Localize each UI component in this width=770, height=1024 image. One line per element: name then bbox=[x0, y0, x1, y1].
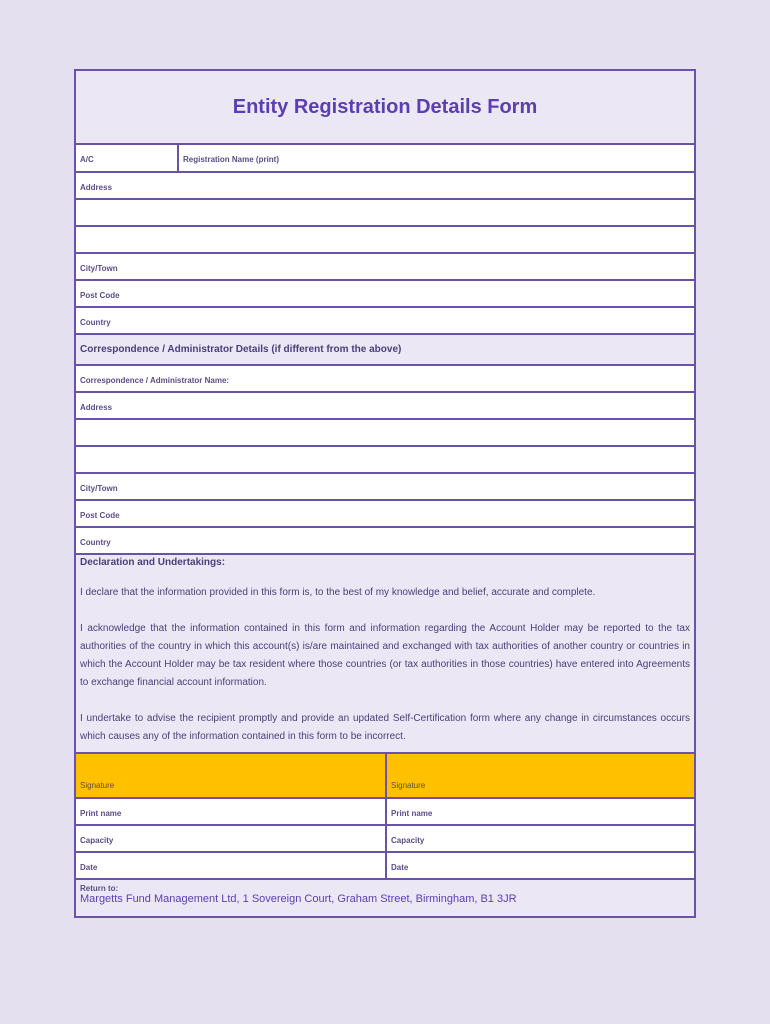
postcode-field[interactable] bbox=[76, 279, 694, 306]
print-name-field-right[interactable] bbox=[387, 799, 694, 824]
correspondence-postcode-label: Post Code bbox=[80, 511, 120, 520]
registration-name-label: Registration Name (print) bbox=[183, 155, 280, 164]
declaration-paragraph: I declare that the information provided in this form is, to the best of my knowledge and belief, accurate and complete. bbox=[80, 587, 596, 598]
print-name-label-right: Print name bbox=[391, 809, 433, 818]
correspondence-name-field[interactable] bbox=[76, 364, 694, 391]
city-field[interactable] bbox=[76, 252, 694, 279]
print-name-label-left: Print name bbox=[80, 809, 122, 818]
date-field-right[interactable] bbox=[387, 853, 694, 878]
correspondence-address-label: Address bbox=[80, 403, 113, 412]
correspondence-heading: Correspondence / Administrator Details (if different from the above) bbox=[76, 333, 694, 364]
address-field[interactable] bbox=[76, 171, 694, 198]
capacity-label-right: Capacity bbox=[391, 836, 425, 845]
country-field[interactable] bbox=[76, 306, 694, 333]
registration-name-field[interactable] bbox=[179, 145, 694, 171]
city-label: City/Town bbox=[80, 264, 118, 273]
postcode-label: Post Code bbox=[80, 291, 120, 300]
signature-field-right[interactable] bbox=[387, 754, 694, 797]
return-label: Return to: bbox=[80, 884, 119, 893]
address-label: Address bbox=[80, 183, 113, 192]
capacity-row bbox=[76, 824, 694, 851]
correspondence-postcode-field[interactable] bbox=[76, 499, 694, 526]
address-line-3-field[interactable] bbox=[76, 225, 694, 252]
print-name-field-left[interactable] bbox=[76, 799, 387, 824]
return-address-section bbox=[76, 878, 694, 916]
date-label-left: Date bbox=[80, 863, 98, 872]
correspondence-name-label: Correspondence / Administrator Name: bbox=[80, 376, 230, 385]
acknowledgement-paragraph: I acknowledge that the information contained in this form and information regarding the Account Holder may be reported to the tax authorities of the country in which this account(s) is/are maintained and exchanged with tax authorities of another country or countries in which the Account Holder may be tax resident where those countries (or tax authorities in those countries) have entered into Agreements to exchange financial account information. bbox=[80, 623, 690, 688]
signature-row bbox=[76, 752, 694, 797]
country-label: Country bbox=[80, 318, 111, 327]
registration-form bbox=[74, 69, 696, 918]
undertaking-paragraph: I undertake to advise the recipient promptly and provide an updated Self-Certification form where any change in circumstances occurs which causes any of the information contained in this form to be incorrect. bbox=[80, 713, 690, 742]
correspondence-city-field[interactable] bbox=[76, 472, 694, 499]
signature-label-right: Signature bbox=[391, 781, 426, 790]
date-label-right: Date bbox=[391, 863, 409, 872]
correspondence-country-label: Country bbox=[80, 538, 111, 547]
address-line-2-field[interactable] bbox=[76, 198, 694, 225]
ac-registration-row bbox=[76, 143, 694, 171]
correspondence-city-label: City/Town bbox=[80, 484, 118, 493]
correspondence-country-field[interactable] bbox=[76, 526, 694, 553]
date-row bbox=[76, 851, 694, 878]
date-field-left[interactable] bbox=[76, 853, 387, 878]
correspondence-address-field[interactable] bbox=[76, 391, 694, 418]
signature-label-left: Signature bbox=[80, 781, 115, 790]
ac-label: A/C bbox=[80, 155, 94, 164]
return-address: Margetts Fund Management Ltd, 1 Sovereign Court, Graham Street, Birmingham, B1 3JR bbox=[80, 893, 517, 905]
form-title: Entity Registration Details Form bbox=[76, 71, 694, 143]
ac-field[interactable] bbox=[76, 145, 179, 171]
correspondence-address-line-2-field[interactable] bbox=[76, 418, 694, 445]
declaration-section bbox=[76, 553, 694, 752]
capacity-field-left[interactable] bbox=[76, 826, 387, 851]
capacity-label-left: Capacity bbox=[80, 836, 114, 845]
declaration-heading: Declaration and Undertakings: bbox=[80, 557, 226, 568]
signature-field-left[interactable] bbox=[76, 754, 387, 797]
capacity-field-right[interactable] bbox=[387, 826, 694, 851]
print-name-row bbox=[76, 797, 694, 824]
correspondence-address-line-3-field[interactable] bbox=[76, 445, 694, 472]
